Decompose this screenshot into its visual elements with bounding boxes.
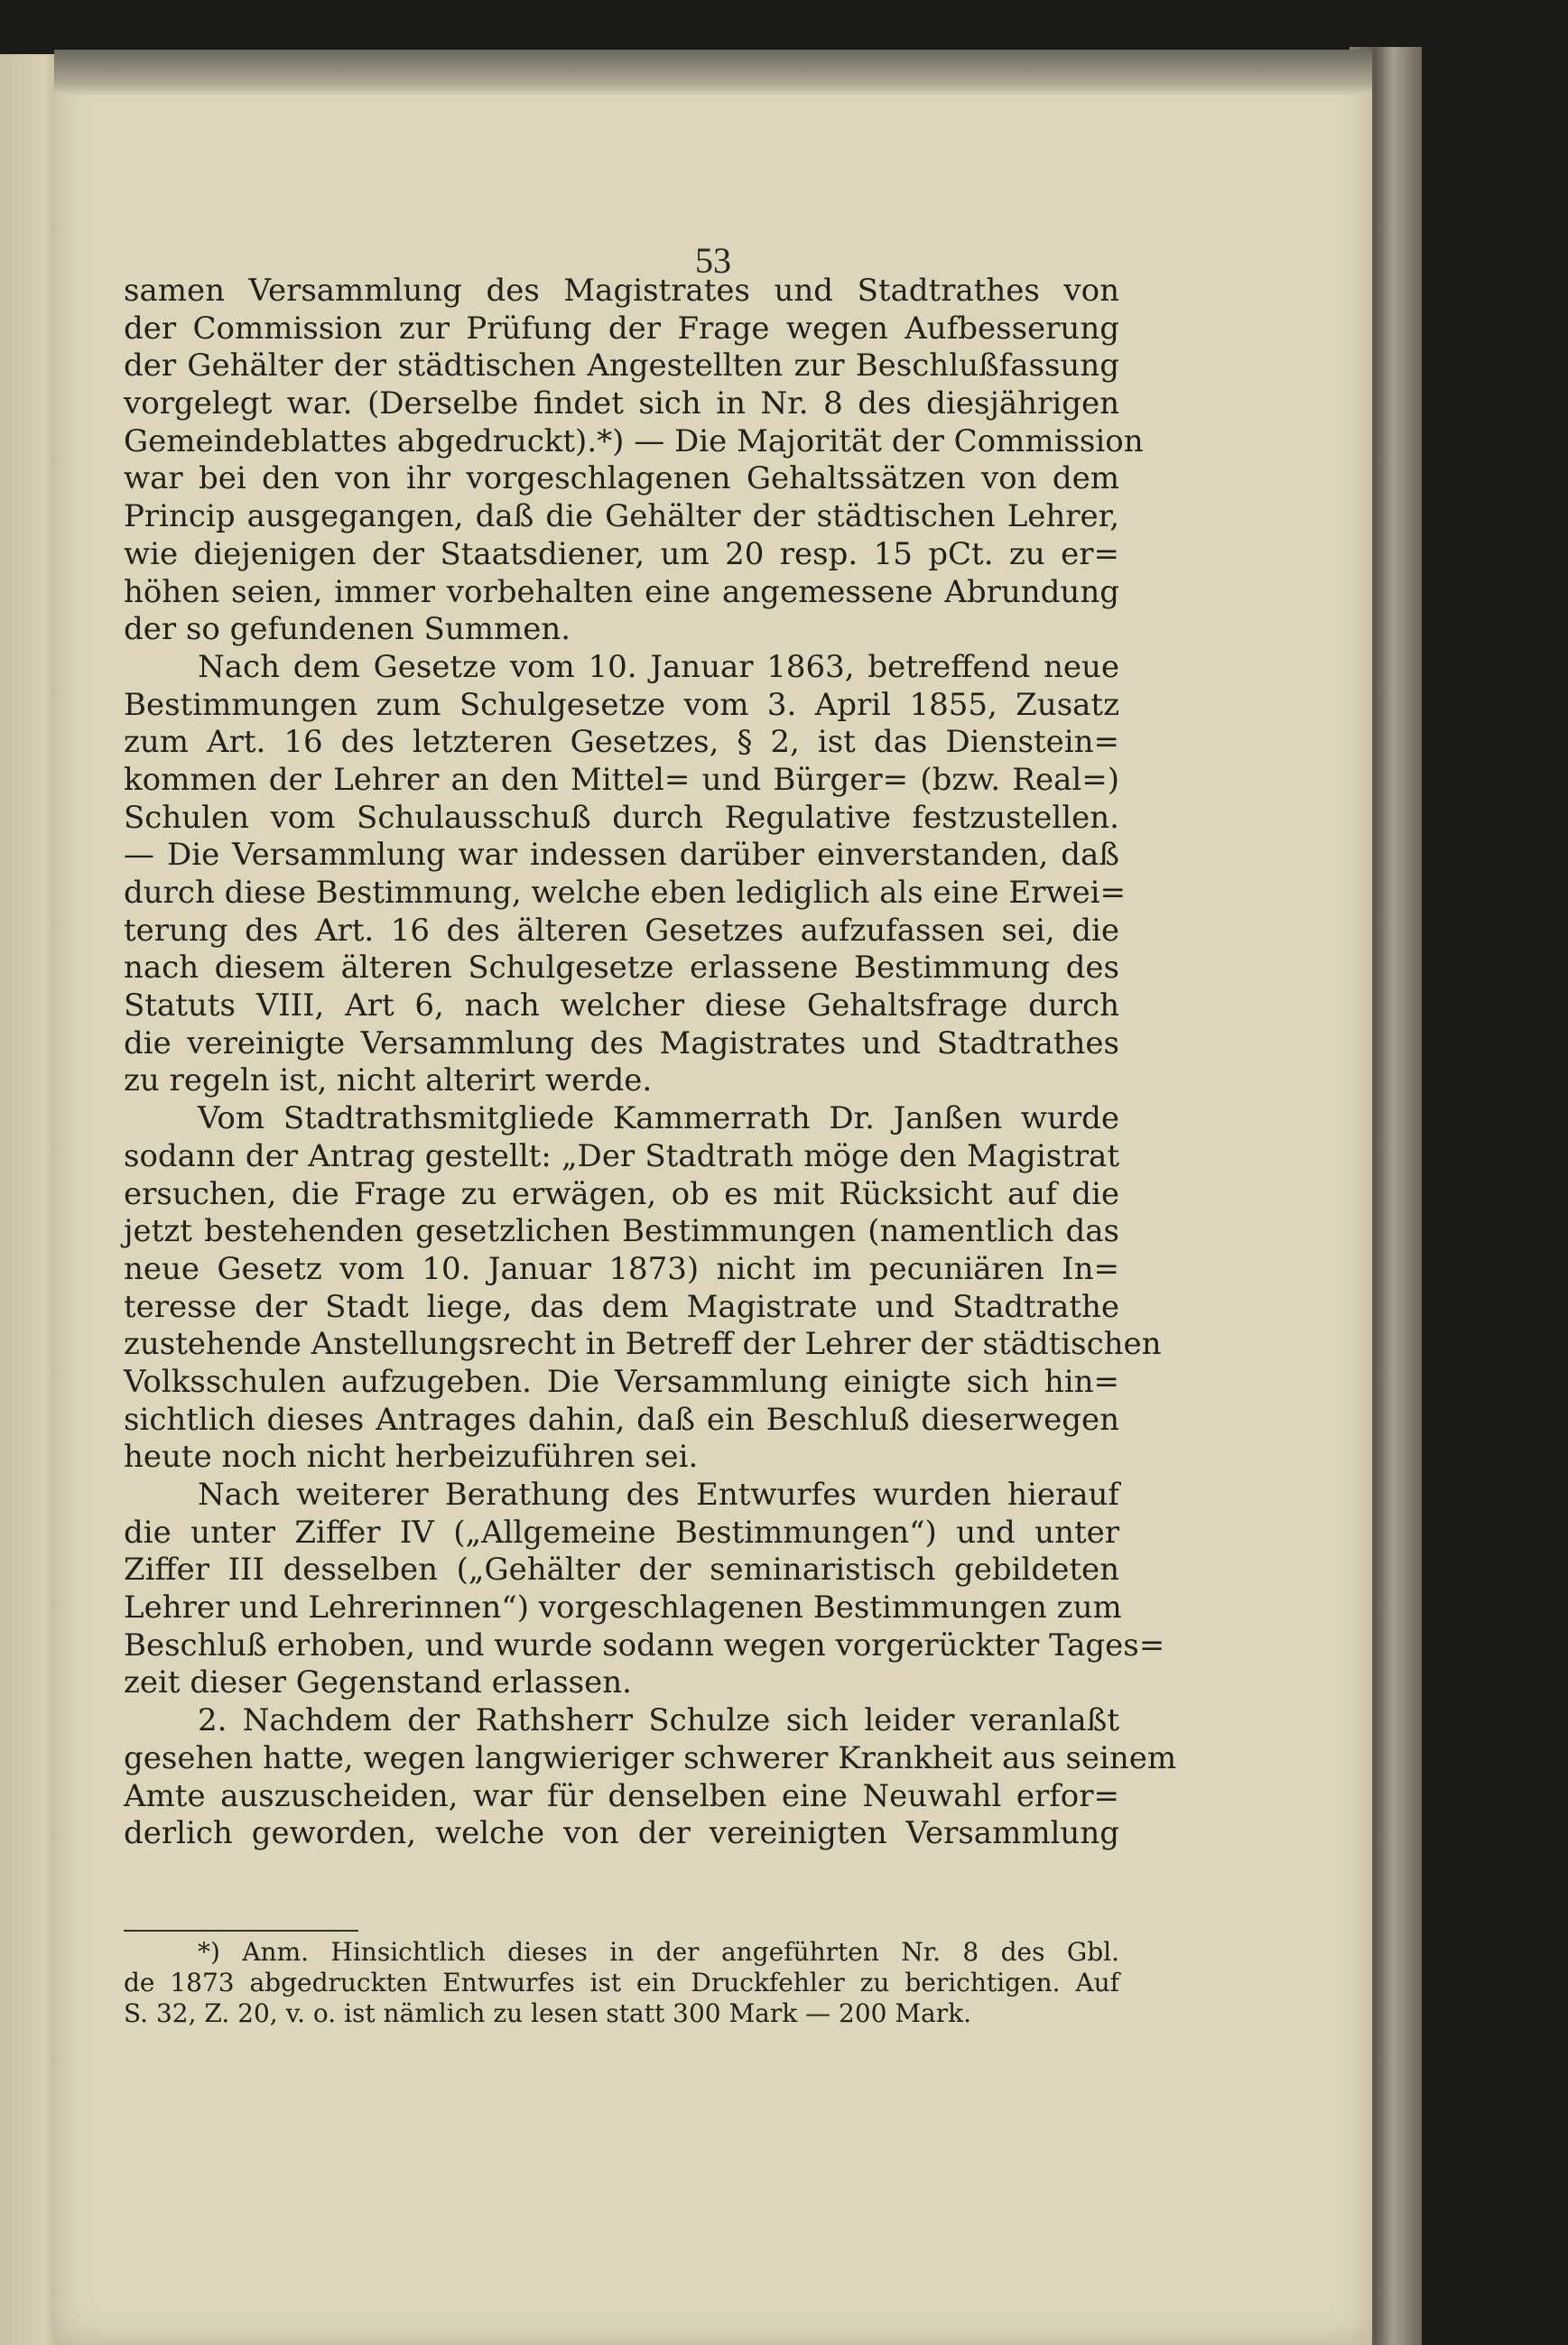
text-line: zum Art. 16 des letzteren Gesetzes, § 2, ist das Dienstein= bbox=[124, 724, 1119, 761]
text-line: Amte auszuscheiden, war für denselben eine Neuwahl erfor= bbox=[124, 1777, 1119, 1814]
text-line: zustehende Anstellungsrecht in Betreff der Lehrer der städtischen bbox=[124, 1326, 1162, 1363]
text-line: der Commission zur Prüfung der Frage wegen Aufbesserung bbox=[124, 310, 1119, 347]
footnote-line: S. 32, Z. 20, v. o. ist nämlich zu lesen statt 300 Mark — 200 Mark. bbox=[124, 1998, 971, 2028]
text-line: durch diese Bestimmung, welche eben lediglich als eine Erwei= bbox=[124, 875, 1126, 911]
text-line: Lehrer und Lehrerinnen“) vorgeschlagenen Bestimmungen zum bbox=[124, 1590, 1122, 1627]
text-line: Gemeindeblattes abgedruckt).*) — Die Majorität der Commission bbox=[124, 422, 1144, 459]
text-line: — Die Versammlung war indessen darüber einverstanden, daß bbox=[124, 837, 1119, 874]
text-line: vorgelegt war. (Derselbe findet sich in Nr. 8 des diesjährigen bbox=[124, 385, 1119, 422]
text-line: Beschluß erhoben, und wurde sodann wegen vorgerückter Tages= bbox=[124, 1627, 1165, 1664]
text-line: ersuchen, die Frage zu erwägen, ob es mit Rücksicht auf die bbox=[124, 1175, 1119, 1212]
text-line: neue Gesetz vom 10. Januar 1873) nicht im pecuniären In= bbox=[124, 1250, 1119, 1287]
text-line: heute noch nicht herbeizuführen sei. bbox=[124, 1439, 699, 1476]
text-line: Schulen vom Schulausschuß durch Regulative festzustellen. bbox=[124, 799, 1119, 836]
text-line: sodann der Antrag gestellt: „Der Stadtrath möge den Magistrat bbox=[124, 1137, 1119, 1174]
text-line: Statuts VIII, Art 6, nach welcher diese Gehaltsfrage durch bbox=[124, 987, 1119, 1024]
body-text bbox=[124, 273, 1177, 1853]
text-line: gesehen hatte, wegen langwieriger schwerer Krankheit aus seinem bbox=[124, 1739, 1177, 1776]
footnote-line: de 1873 abgedruckten Entwurfes ist ein Druckfehler zu berichtigen. Auf bbox=[124, 1968, 1119, 1997]
text-line: derlich geworden, welche von der vereinigten Versammlung bbox=[124, 1815, 1119, 1852]
text-line: der so gefundenen Summen. bbox=[124, 611, 571, 648]
text-line: Ziffer III desselben („Gehälter der seminaristisch gebildeten bbox=[124, 1552, 1119, 1589]
paragraph-start: Nach dem Gesetze vom 10. Januar 1863, betreffend neue bbox=[198, 648, 1119, 685]
footnote bbox=[124, 1937, 1119, 2029]
text-line: kommen der Lehrer an den Mittel= und Bürger= (bzw. Real=) bbox=[124, 761, 1119, 798]
page-top-shadow bbox=[54, 50, 1372, 95]
text-line: Volksschulen aufzugeben. Die Versammlung einigte sich hin= bbox=[124, 1363, 1119, 1400]
text-line: war bei den von ihr vorgeschlagenen Gehaltssätzen von dem bbox=[124, 460, 1119, 497]
text-line: wie diejenigen der Staatsdiener, um 20 resp. 15 pCt. zu er= bbox=[124, 535, 1119, 572]
text-line: zu regeln ist, nicht alterirt werde. bbox=[124, 1062, 653, 1099]
text-line: Bestimmungen zum Schulgesetze vom 3. April 1855, Zusatz bbox=[124, 686, 1119, 723]
text-line: die unter Ziffer IV („Allgemeine Bestimmungen“) und unter bbox=[124, 1514, 1119, 1551]
footnote-line: *) Anm. Hinsichtlich dieses in der angeführten Nr. 8 des Gbl. bbox=[198, 1937, 1119, 1967]
text-line: Princip ausgegangen, daß die Gehälter der städtischen Lehrer, bbox=[124, 498, 1119, 535]
footnote-divider bbox=[124, 1930, 358, 1932]
text-line: terung des Art. 16 des älteren Gesetzes aufzufassen sei, die bbox=[124, 912, 1119, 949]
paragraph-start: Nach weiterer Berathung des Entwurfes wurden hierauf bbox=[198, 1477, 1119, 1513]
text-line: der Gehälter der städtischen Angestellten zur Beschlußfassung bbox=[124, 348, 1119, 385]
page-number: 53 bbox=[695, 240, 731, 281]
text-line: zeit dieser Gegenstand erlassen. bbox=[124, 1664, 632, 1701]
text-line: jetzt bestehenden gesetzlichen Bestimmungen (namentlich das bbox=[124, 1213, 1119, 1250]
text-line: sichtlich dieses Antrages dahin, daß ein Beschluß dieserwegen bbox=[124, 1401, 1119, 1438]
text-line: nach diesem älteren Schulgesetze erlassene Bestimmung des bbox=[124, 950, 1119, 987]
text-line: höhen seien, immer vorbehalten eine angemessene Abrundung bbox=[124, 573, 1119, 610]
text-line: teresse der Stadt liege, das dem Magistrate und Stadtrathe bbox=[124, 1288, 1119, 1325]
paragraph-start: 2. Nachdem der Rathsherr Schulze sich leider veranlaßt bbox=[198, 1702, 1119, 1739]
text-line: die vereinigte Versammlung des Magistrates und Stadtrathes bbox=[124, 1024, 1119, 1061]
text-line: samen Versammlung des Magistrates und Stadtrathes von bbox=[124, 273, 1119, 309]
paragraph-start: Vom Stadtrathsmitgliede Kammerrath Dr. Janßen wurde bbox=[198, 1100, 1119, 1137]
